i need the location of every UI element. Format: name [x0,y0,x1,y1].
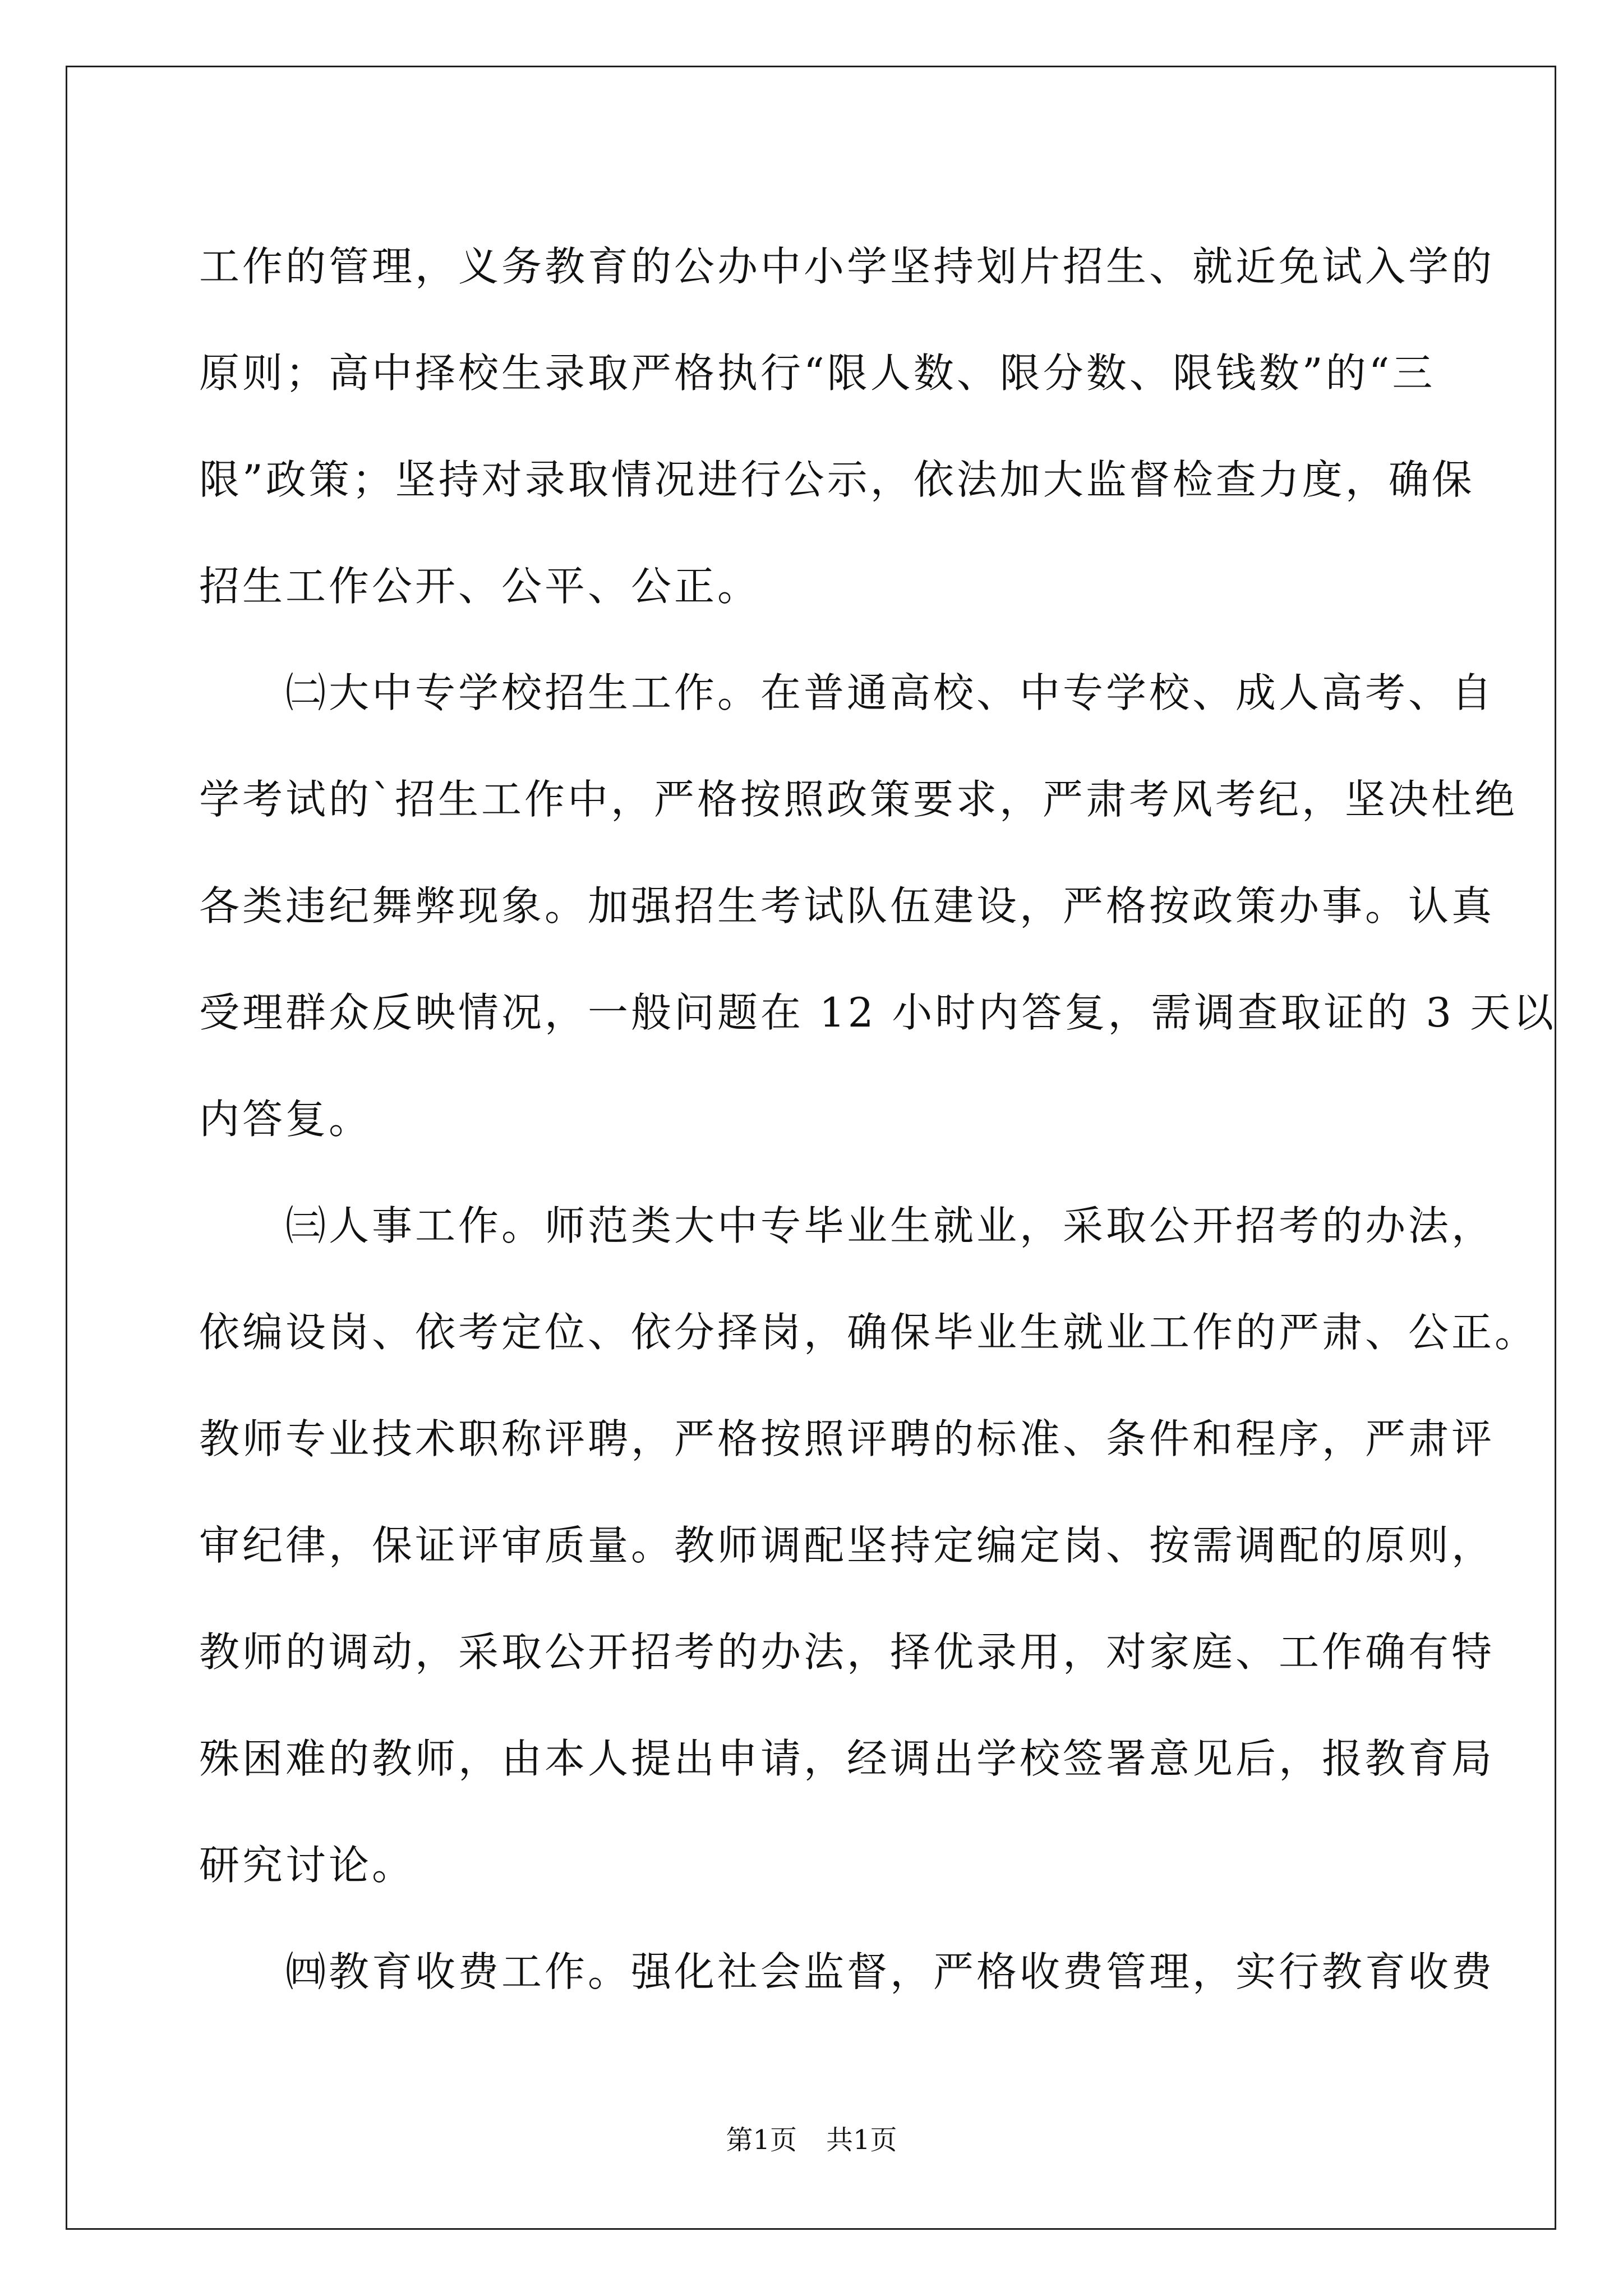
paragraph-2 [199,639,1556,1172]
text-line: ㈡大中专学校招生工作。在普通高校、中专学校、成人高考、自 [199,669,1495,716]
text-line: 内答复。 [199,1096,372,1143]
text-line: 依编设岗、依考定位、依分择岗，确保毕业生就业工作的严肃、公正。 [199,1309,1538,1356]
text-line: 限”政策；坚持对录取情况进行公示，依法加大监督检查力度，确保 [199,456,1475,503]
page-total: 共1页 [826,2124,897,2156]
text-line: 教师的调动，采取公开招考的办法，择优录用，对家庭、工作确有特 [199,1628,1495,1676]
text-line: 教师专业技术职称评聘，严格按照评聘的标准、条件和程序，严肃评 [199,1415,1495,1462]
text-line: 审纪律，保证评审质量。教师调配坚持定编定岗、按需调配的原则， [199,1522,1495,1569]
text-line: 招生工作公开、公平、公正。 [199,563,761,610]
document-body [199,213,1556,2025]
page-footer [0,2120,1623,2160]
text-line: 受理群众反映情况，一般问题在 12 小时内答复，需调查取证的 3 天以 [199,989,1556,1036]
text-line: 研究讨论。 [199,1842,416,1889]
text-line: 学考试的`招生工作中，严格按照政策要求，严肃考风考纪，坚决杜绝 [199,776,1518,823]
text-line: 工作的管理，义务教育的公办中小学坚持划片招生、就近免试入学的 [199,243,1495,290]
text-line: ㈣教育收费工作。强化社会监督，严格收费管理，实行教育收费 [199,1948,1495,1995]
text-line: 殊困难的教师，由本人提出申请，经调出学校签署意见后，报教育局 [199,1735,1495,1782]
text-line: 各类违纪舞弊现象。加强招生考试队伍建设，严格按政策办事。认真 [199,882,1495,930]
paragraph-1 [199,213,1495,639]
text-line: 原则；高中择校生录取严格执行“限人数、限分数、限钱数”的“三 [199,349,1436,397]
page-number: 第1页 [726,2124,797,2156]
text-line: ㈢人事工作。师范类大中专毕业生就业，采取公开招考的办法， [199,1202,1495,1249]
paragraph-4 [199,1918,1495,2025]
paragraph-3 [199,1172,1538,1918]
